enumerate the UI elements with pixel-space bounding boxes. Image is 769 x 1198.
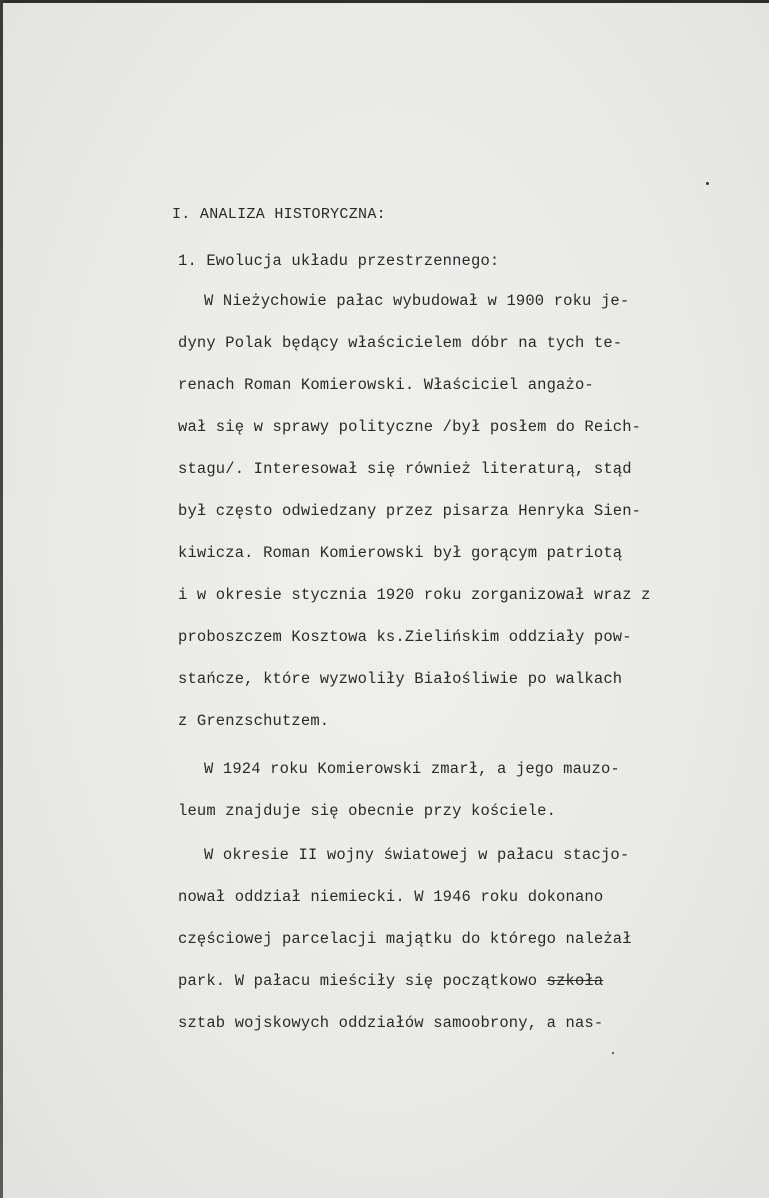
text-line-with-strikeout: [178, 971, 603, 991]
text-line: nował oddział niemiecki. W 1946 roku dokonano: [178, 888, 604, 906]
text-line: proboszczem Kosztowa ks.Zielińskim oddziały pow-: [178, 628, 632, 646]
text-line: kiwicza. Roman Komierowski był gorącym patriotą: [178, 544, 623, 562]
text-line: stańcze, które wyzwoliły Białośliwie po walkach: [178, 670, 623, 688]
text-line: dyny Polak będący właścicielem dóbr na tych te-: [178, 334, 623, 352]
text-line: W okresie II wojny światowej w pałacu stacjo-: [204, 846, 630, 864]
text-line: był często odwiedzany przez pisarza Henryka Sien-: [178, 502, 642, 520]
text-line: z Grenzschutzem.: [178, 712, 330, 730]
dust-speck: [612, 1052, 614, 1054]
text-line: częściowej parcelacji majątku do którego należał: [178, 930, 632, 948]
section-heading: I. ANALIZA HISTORYCZNA:: [172, 206, 386, 223]
text-line: wał się w sprawy polityczne /był posłem do Reich-: [178, 418, 642, 436]
dust-speck: [706, 182, 709, 185]
scan-edge-left: [0, 0, 3, 1198]
subsection-heading: 1. Ewolucja układu przestrzennego:: [178, 252, 500, 270]
text-line: leum znajduje się obecnie przy kościele.: [178, 802, 557, 820]
scan-edge-top: [0, 0, 769, 3]
struck-word: szkoła: [546, 972, 604, 990]
text-line: renach Roman Komierowski. Właściciel angażo-: [178, 376, 594, 394]
text-line: sztab wojskowych oddziałów samoobrony, a nas-: [178, 1014, 604, 1032]
text-line-part: park. W pałacu mieściły się początkowo: [178, 972, 538, 990]
text-line: stagu/. Interesował się również literaturą, stąd: [178, 460, 632, 478]
text-line: W 1924 roku Komierowski zmarł, a jego mauzo-: [204, 760, 620, 778]
text-line: W Nieżychowie pałac wybudował w 1900 roku je-: [204, 292, 630, 310]
text-line: i w okresie stycznia 1920 roku zorganizował wraz z: [178, 586, 651, 604]
